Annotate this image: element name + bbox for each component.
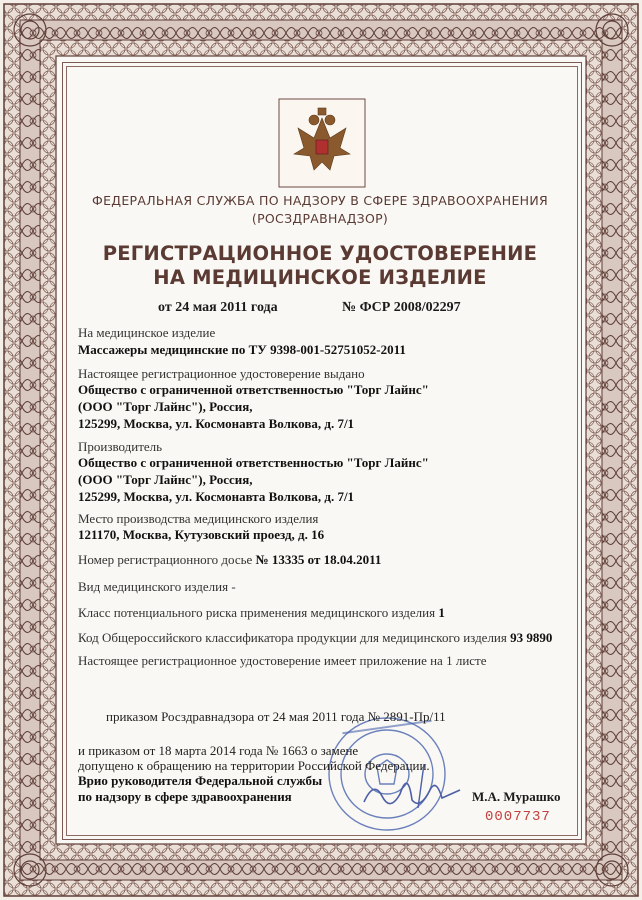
- signer-title-1: Врио руководителя Федеральной службы: [78, 773, 323, 788]
- signer-title-2: по надзору в сфере здравоохранения: [78, 789, 292, 804]
- risk-class-value: 1: [438, 605, 445, 620]
- dossier-row: [78, 552, 381, 568]
- handwritten-signature-icon: [360, 760, 470, 820]
- device-kind-text: Вид медицинского изделия -: [78, 579, 236, 594]
- serial-number: 0007737: [485, 809, 551, 825]
- agency-abbreviation: (РОСЗДРАВНАДЗОР): [251, 211, 389, 226]
- issued-line-1: Общество с ограниченной ответственностью "Торг Лайнс": [78, 382, 429, 397]
- dossier-value: № 13335 от 18.04.2011: [255, 552, 382, 567]
- coat-of-arms-icon: [278, 98, 366, 188]
- manufacturer-line-1: Общество с ограниченной ответственностью "Торг Лайнс": [78, 455, 429, 470]
- registration-number: № ФСР 2008/02297: [342, 300, 461, 315]
- document-title: РЕГИСТРАЦИОННОЕ УДОСТОВЕРЕНИЕ: [102, 242, 538, 265]
- risk-class-row: [78, 605, 445, 621]
- signer-name: М.А. Мурашко: [472, 789, 561, 804]
- manufacturer-line-3: 125299, Москва, ул. Космонавта Волкова, д. 7/1: [78, 489, 355, 504]
- device-kind-label: [78, 579, 236, 595]
- issued-label: Настоящее регистрационное удостоверение выдано: [78, 366, 365, 381]
- appendix-note: Настоящее регистрационное удостоверение имеет приложение на 1 листе: [78, 653, 487, 668]
- order-line-2: и приказом от 18 марта 2014 года № 1663 о замене: [78, 743, 359, 758]
- dossier-label: Номер регистрационного досье: [78, 552, 253, 567]
- issue-date: от 24 мая 2011 года: [158, 300, 278, 315]
- okp-code-row: [78, 630, 552, 646]
- device-label: На медицинское изделие: [78, 325, 216, 340]
- document-subtitle: НА МЕДИЦИНСКОЕ ИЗДЕЛИЕ: [153, 266, 487, 289]
- agency-name: ФЕДЕРАЛЬНАЯ СЛУЖБА ПО НАДЗОРУ В СФЕРЕ ЗДРАВООХРАНЕНИЯ: [92, 193, 548, 208]
- issued-line-2: (ООО "Торг Лайнс"), Россия,: [78, 399, 253, 414]
- order-line-1: приказом Росздравнадзора от 24 мая 2011 года № 2891-Пр/11: [106, 709, 446, 724]
- issued-line-3: 125299, Москва, ул. Космонавта Волкова, д. 7/1: [78, 416, 355, 431]
- production-place-label: Место производства медицинского изделия: [78, 511, 319, 526]
- risk-class-label: Класс потенциального риска применения медицинского изделия: [78, 605, 436, 620]
- okp-code-label: Код Общероссийского классификатора продукции для медицинского изделия: [78, 630, 507, 645]
- admission-note: допущено к обращению на территории Российской Федерации.: [78, 758, 430, 773]
- manufacturer-label: Производитель: [78, 439, 163, 454]
- device-value: Массажеры медицинские по ТУ 9398-001-52751052-2011: [78, 342, 406, 357]
- okp-code-value: 93 9890: [510, 630, 553, 645]
- production-place-value: 121170, Москва, Кутузовский проезд, д. 16: [78, 527, 325, 542]
- manufacturer-line-2: (ООО "Торг Лайнс"), Россия,: [78, 472, 253, 487]
